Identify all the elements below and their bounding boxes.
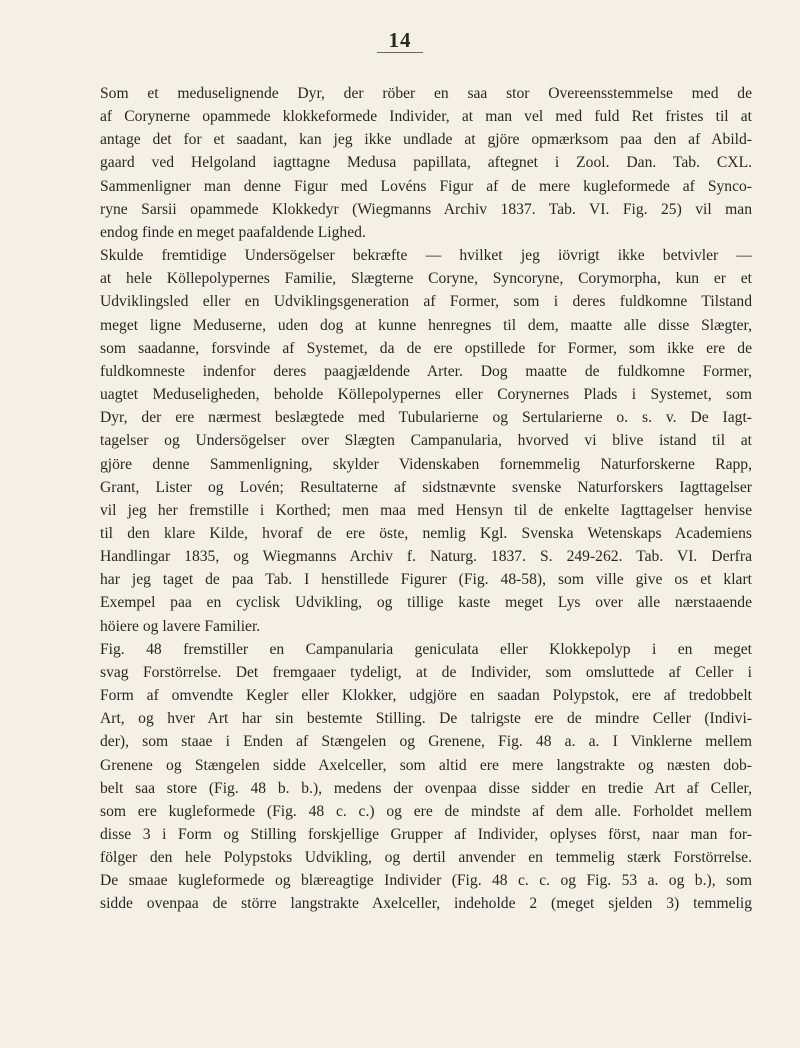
text-line: Udviklingsled eller en Udviklingsgeneration af Former, som i deres fuldkomne Tilstand bbox=[100, 293, 752, 311]
text-line: De smaae kugleformede og blæreagtige Individer (Fig. 48 c. c. og Fig. 53 a. og b.), som bbox=[100, 872, 752, 890]
text-line: gaard ved Helgoland iagttagne Medusa papillata, aftegnet i Zool. Dan. Tab. CXL. bbox=[100, 154, 752, 172]
text-line: Dyr, der ere nærmest beslægtede med Tubularierne og Sertularierne o. s. v. De Iagt- bbox=[100, 409, 752, 427]
text-line: som saadanne, forsvinde af Systemet, da de ere opstillede for Former, som ikke ere de bbox=[100, 339, 752, 357]
page-number-rule bbox=[377, 52, 423, 53]
text-line: disse 3 i Form og Stilling forskjellige Grupper af Individer, oplyses först, naar man for- bbox=[100, 826, 752, 843]
text-line: har jeg taget de paa Tab. I henstillede Figurer (Fig. 48-58), som ville give os et klart bbox=[100, 571, 752, 589]
text-line: af Corynerne opammede klokkeformede Individer, at man vel med fuld Ret fristes til at bbox=[100, 108, 752, 126]
text-line: meget ligne Meduserne, uden dog at kunne henregnes til dem, maatte alle disse Slægter, bbox=[100, 316, 752, 334]
text-line: endog finde en meget paafaldende Lighed. bbox=[100, 223, 366, 241]
text-line: Form af omvendte Kegler eller Klokker, udgjöre en saadan Polypstok, ere af tredobbelt bbox=[100, 687, 752, 705]
text-line: fuldkomneste indenfor deres paagjældende Arter. Dog maatte de fuldkomne Former, bbox=[100, 362, 752, 380]
body-text bbox=[82, 82, 752, 916]
text-line: höiere og lavere Familier. bbox=[100, 617, 261, 635]
text-line: der), som staae i Enden af Stængelen og Grenene, Fig. 48 a. a. I Vinklerne mellem bbox=[100, 733, 752, 751]
text-line: Skulde fremtidige Undersögelser bekræfte — hvilket jeg iövrigt ikke betvivler — bbox=[100, 247, 752, 265]
text-line: vil jeg her fremstille i Korthed; men maa med Hensyn til de enkelte Iagttagelser henvise bbox=[100, 501, 752, 519]
text-line: til den klare Kilde, hvoraf de ere öste, nemlig Kgl. Svenska Wetenskaps Academiens bbox=[100, 524, 752, 542]
paragraph-1 bbox=[82, 82, 752, 244]
text-line: Grenene og Stængelen sidde Axelceller, som altid ere mere langstrakte og næsten dob- bbox=[100, 756, 752, 774]
text-line: at hele Köllepolypernes Familie, Slægterne Coryne, Syncoryne, Corymorpha, kun er et bbox=[100, 270, 752, 288]
text-line: som ere kugleformede (Fig. 48 c. c.) og ere de mindste af dem alle. Forholdet mellem bbox=[100, 802, 752, 820]
text-line: Art, og hver Art har sin bestemte Stilling. De talrigste ere de mindre Celler (Indivi- bbox=[100, 710, 752, 728]
text-line: Sammenligner man denne Figur med Lovéns Figur af de mere kugleformede af Synco- bbox=[100, 177, 752, 195]
text-line: svag Forstörrelse. Det fremgaaer tydeligt, at de Individer, som omsluttede af Celler i bbox=[100, 663, 752, 681]
text-line: Grant, Lister og Lovén; Resultaterne af sidstnævnte svenske Naturforskers Iagttagelser bbox=[100, 478, 752, 496]
text-line: ryne Sarsii opammede Klokkedyr (Wiegmanns Archiv 1837. Tab. VI. Fig. 25) vil man bbox=[100, 200, 752, 218]
text-line: Fig. 48 fremstiller en Campanularia geniculata eller Klokkepolyp i en meget bbox=[100, 640, 752, 658]
text-line: Som et meduselignende Dyr, der röber en saa stor Overeensstemmelse med de bbox=[100, 85, 752, 102]
text-line: tagelser og Undersögelser over Slægten Campanularia, hvorved vi blive istand til at bbox=[100, 432, 752, 450]
text-line: Handlingar 1835, og Wiegmanns Archiv f. Naturg. 1837. S. 249-262. Tab. VI. Derfra bbox=[100, 548, 752, 566]
page-number: 14 bbox=[388, 28, 412, 52]
paragraph-2 bbox=[82, 244, 752, 638]
text-line: uagtet Meduseligheden, beholde Köllepolypernes eller Corynernes Plads i Systemet, som bbox=[100, 386, 752, 404]
text-line: sidde ovenpaa de större langstrakte Axelceller, indeholde 2 (meget sjelden 3) temmelig bbox=[100, 895, 752, 913]
paragraph-3 bbox=[82, 638, 752, 916]
text-line: gjöre denne Sammenligning, skylder Videnskaben fornemmelig Naturforskerne Rapp, bbox=[100, 455, 752, 473]
text-line: belt saa store (Fig. 48 b. b.), medens der ovenpaa disse sidder en tredie Art af Celler, bbox=[100, 779, 752, 797]
text-line: antage det for et saadant, kan jeg ikke undlade at gjöre opmærksom paa den af Abild- bbox=[100, 131, 752, 149]
text-line: Exempel paa en cyclisk Udvikling, og tillige kaste meget Lys over alle nærstaaende bbox=[100, 594, 752, 612]
text-line: fölger den hele Polypstoks Udvikling, og dertil anvender en temmelig stærk Forstörrelse. bbox=[100, 849, 752, 867]
